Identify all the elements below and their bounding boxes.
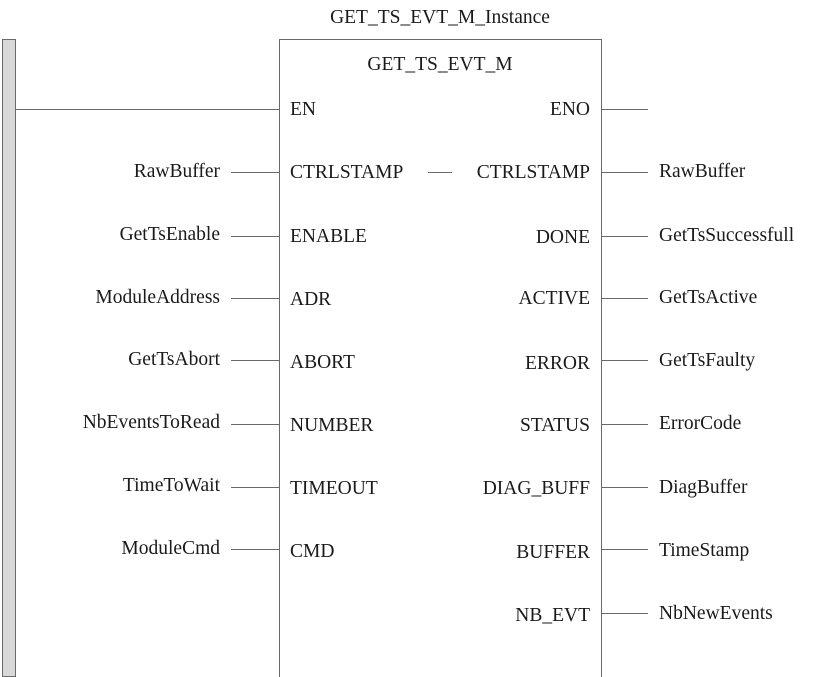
output-variable: GetTsSuccessfull — [659, 225, 795, 246]
output-pin: ACTIVE — [518, 288, 590, 309]
output-variable: DiagBuffer — [659, 477, 748, 498]
input-variable: GetTsEnable — [119, 224, 220, 245]
output-pin: STATUS — [520, 415, 590, 436]
output-variable: RawBuffer — [659, 161, 746, 182]
input-pin: TIMEOUT — [290, 478, 378, 499]
input-variable: GetTsAbort — [128, 349, 220, 370]
input-pin: ADR — [290, 289, 332, 310]
output-pin: ERROR — [524, 353, 590, 374]
pin-en: EN — [290, 99, 316, 120]
input-variable: NbEventsToRead — [82, 412, 220, 433]
instance-name: GET_TS_EVT_M_Instance — [330, 7, 550, 28]
output-pin: CTRLSTAMP — [476, 162, 590, 183]
input-variable: RawBuffer — [133, 161, 220, 182]
output-pin: DONE — [535, 227, 590, 248]
power-rail — [3, 40, 16, 677]
input-variable: ModuleCmd — [121, 538, 220, 559]
output-variable: GetTsFaulty — [659, 350, 756, 371]
output-variable: NbNewEvents — [659, 603, 773, 624]
input-pin: CMD — [290, 541, 335, 562]
output-pin: BUFFER — [516, 542, 590, 563]
input-pin: ENABLE — [290, 226, 367, 247]
input-variable: ModuleAddress — [95, 287, 220, 308]
input-pin: NUMBER — [290, 415, 374, 436]
output-pin: DIAG_BUFF — [482, 478, 590, 499]
input-pin: ABORT — [290, 352, 355, 373]
output-variable: TimeStamp — [659, 540, 750, 561]
output-pin: NB_EVT — [515, 605, 590, 626]
pin-eno: ENO — [549, 99, 590, 120]
output-variable: ErrorCode — [659, 413, 742, 434]
input-variable: TimeToWait — [122, 475, 220, 496]
output-variable: GetTsActive — [659, 287, 758, 308]
input-pin: CTRLSTAMP — [290, 162, 404, 183]
pin-row — [515, 603, 772, 626]
block-type-name: GET_TS_EVT_M — [367, 54, 513, 75]
